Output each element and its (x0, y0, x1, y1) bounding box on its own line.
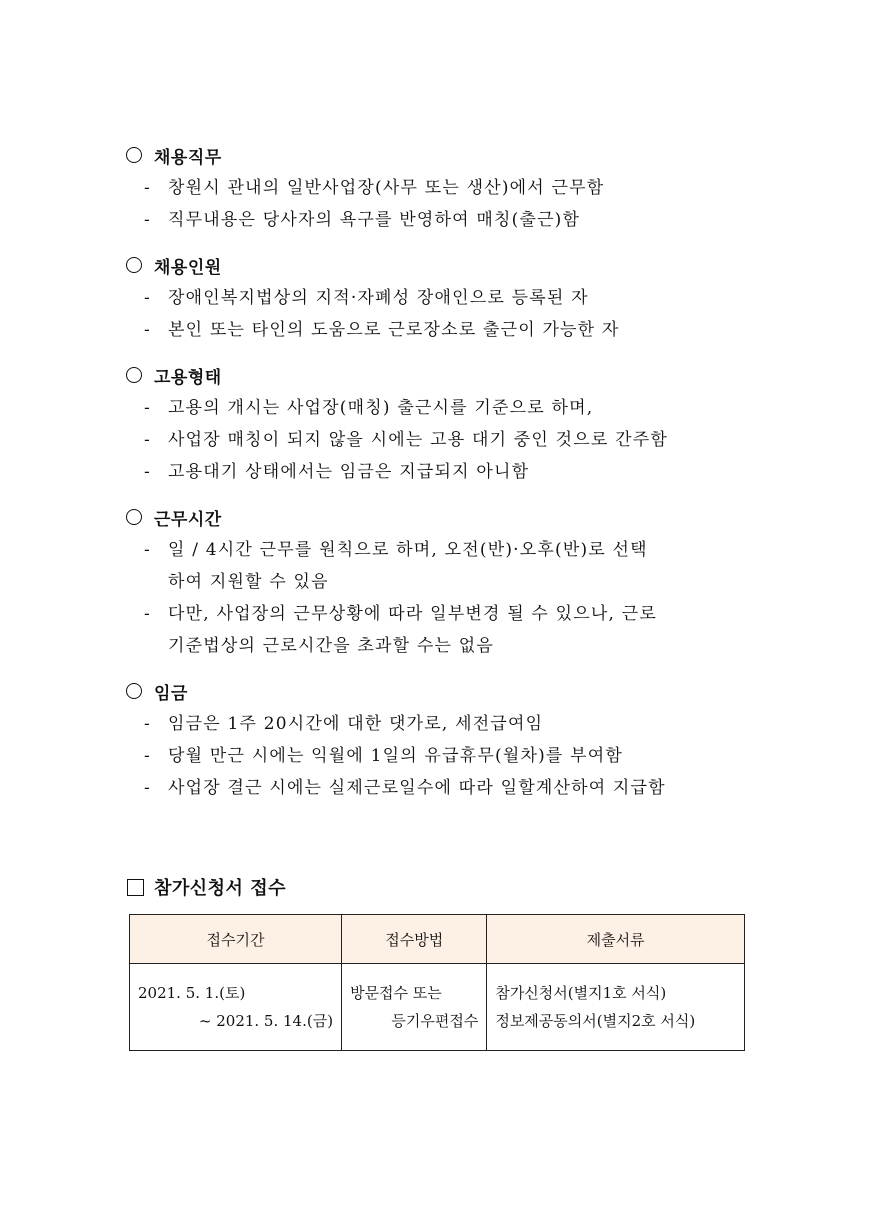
section-job (124, 140, 764, 236)
table-header-row (130, 915, 745, 964)
square-bullet-icon (127, 879, 144, 896)
section-heading (124, 250, 764, 280)
cell-period: 2021. 5. 1.(토) ~ 2021. 5. 14.(금) (130, 964, 342, 1051)
list-item: - 장애인복지법상의 지적·자폐성 장애인으로 등록된 자 (144, 288, 589, 308)
section-employment-type (124, 360, 764, 488)
section-title: 고용형태 (154, 367, 222, 388)
section-title: 근무시간 (154, 509, 222, 530)
list-item: - 다만, 사업장의 근무상황에 따라 일부변경 될 수 있으나, 근로 기준법상의 근로시간을 초과할 수는 없음 (144, 604, 657, 656)
section-wage (124, 676, 764, 804)
header-method: 접수방법 (342, 915, 487, 964)
submission-table (129, 914, 745, 1051)
section-title: 채용인원 (154, 257, 222, 278)
section-heading (124, 360, 764, 390)
section-title: 채용직무 (154, 147, 222, 168)
section-heading (124, 502, 764, 532)
submission-heading (124, 872, 286, 902)
section-heading (124, 140, 764, 170)
circle-bullet-icon (126, 257, 142, 273)
list-item: - 본인 또는 타인의 도움으로 근로장소로 출근이 가능한 자 (144, 320, 620, 340)
section-headcount (124, 250, 764, 346)
circle-bullet-icon (126, 509, 142, 525)
circle-bullet-icon (126, 683, 142, 699)
section-work-hours (124, 502, 764, 662)
header-period: 접수기간 (130, 915, 342, 964)
circle-bullet-icon (126, 147, 142, 163)
circle-bullet-icon (126, 367, 142, 383)
header-documents: 제출서류 (487, 915, 745, 964)
list-item: - 창원시 관내의 일반사업장(사무 또는 생산)에서 근무함 (144, 178, 605, 198)
cell-documents: 참가신청서(별지1호 서식) 정보제공동의서(별지2호 서식) (487, 964, 745, 1051)
list-item: - 당월 만근 시에는 익월에 1일의 유급휴무(월차)를 부여함 (144, 746, 623, 766)
list-item: - 고용대기 상태에서는 임금은 지급되지 아니함 (144, 462, 530, 482)
table-row (130, 964, 745, 1051)
list-item: - 사업장 매칭이 되지 않을 시에는 고용 대기 중인 것으로 간주함 (144, 430, 668, 450)
list-item: - 고용의 개시는 사업장(매칭) 출근시를 기준으로 하며, (144, 398, 594, 418)
section-title: 임금 (154, 683, 188, 704)
list-item: - 일 / 4시간 근무를 원칙으로 하며, 오전(반)·오후(반)로 선택 하여 지원할 수 있음 (144, 540, 648, 592)
section-heading (124, 676, 764, 706)
list-item: - 사업장 결근 시에는 실제근로일수에 따라 일할계산하여 지급함 (144, 778, 666, 798)
list-item: - 직무내용은 당사자의 욕구를 반영하여 매칭(출근)함 (144, 210, 581, 230)
submission-title: 참가신청서 접수 (154, 878, 286, 899)
list-item: - 임금은 1주 20시간에 대한 댓가로, 세전급여임 (144, 714, 544, 734)
cell-method: 방문접수 또는 등기우편접수 (342, 964, 487, 1051)
